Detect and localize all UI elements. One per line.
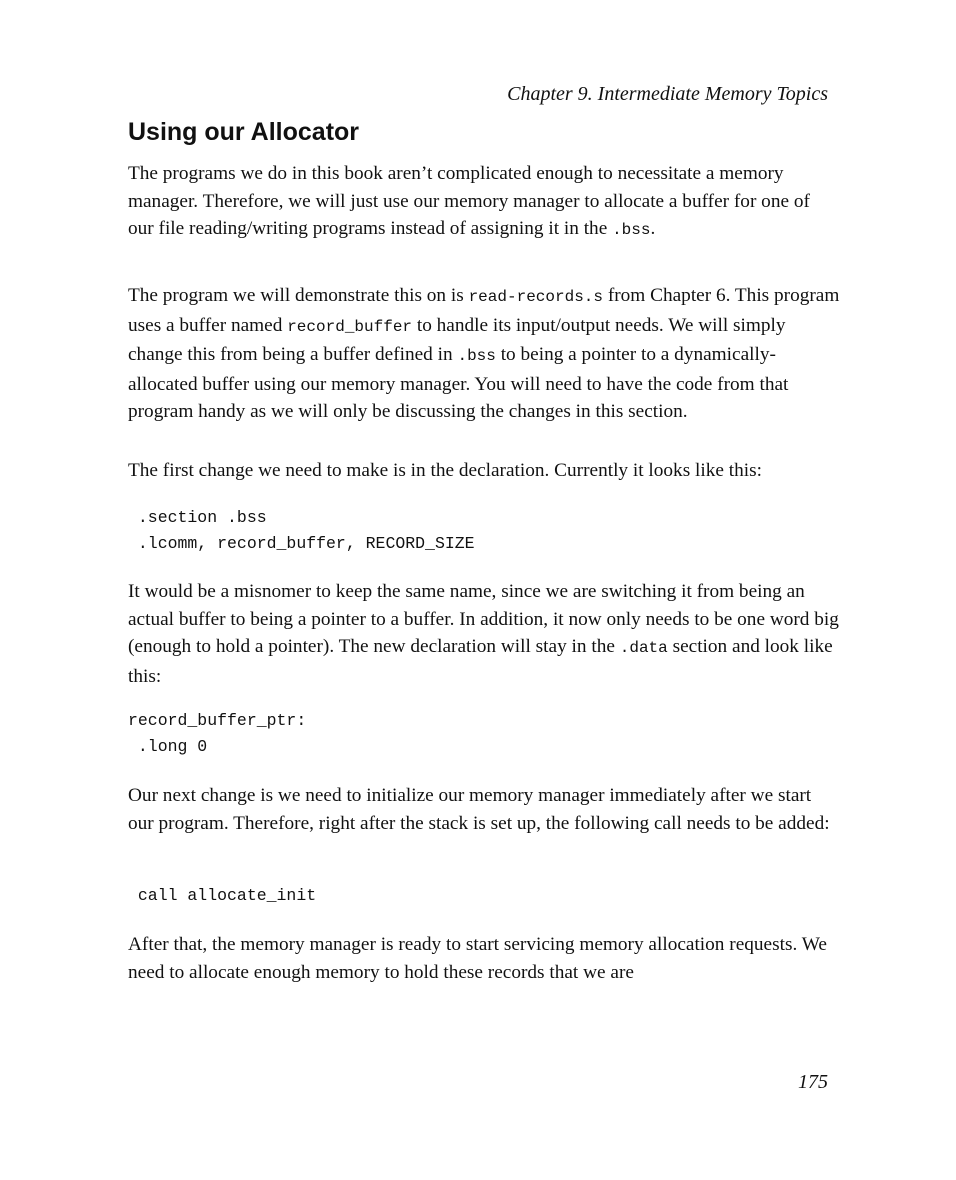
paragraph-misnomer [128,578,840,690]
paragraph-first-change [128,457,840,485]
paragraph-text: The program we will demonstrate this on is [128,285,469,306]
paragraph-text: The programs we do in this book aren’t complicated enough to necessitate a memory manager. Therefore, we will just use our memory manager to allocate a buffer for one of our file reading/writing programs instead of assigning it in the [128,163,810,239]
paragraph-text: from Chapter 6. This program uses a buffer named [128,285,840,336]
page-number: 175 [798,1071,828,1093]
paragraph-text: After that, the memory manager is ready to start servicing memory allocation requests. We need to allocate enough memory to hold these records that we are [128,934,827,983]
code-block-init-call: call allocate_init [128,886,317,905]
paragraph-text: The first change we need to make is in the declaration. Currently it looks like this: [128,460,762,481]
paragraph-program [128,282,840,426]
section-title: Using our Allocator [128,118,360,146]
paragraph-text: to handle its input/output needs. We will simply change this from being a buffer defined in [128,314,786,365]
paragraph-text: . [650,218,656,239]
paragraph-text: to being a pointer to a dynamically-allocated buffer using our memory manager. You will need to have the code from that program handy as we will only be discussing the changes in this section. [128,344,789,422]
code-block-data-declaration: record_buffer_ptr: .long 0 [128,711,307,756]
paragraph-after-that [128,931,840,986]
inline-code: read-records.s [468,288,603,306]
inline-code: record_buffer [287,317,413,336]
paragraph-next-change [128,782,840,837]
inline-code: .data [619,639,668,657]
inline-code: .bss [612,221,651,239]
code-block-bss-declaration: .section .bss .lcomm, record_buffer, RECORD_SIZE [137,508,475,553]
paragraph-text: It would be a misnomer to keep the same name, since we are switching it from being an actual buffer to being a pointer to a buffer. In addition, it now only needs to be one word big (enough to hold a pointer). The new declaration will stay in the [128,581,839,657]
inline-code: .bss [457,347,496,365]
paragraph-text: section and look like this: [128,636,833,687]
running-head: Chapter 9. Intermediate Memory Topics [507,83,828,105]
paragraph-text: Our next change is we need to initialize our memory manager immediately after we start our program. Therefore, right after the stack is set up, the following call needs to be added: [128,785,830,834]
paragraph-intro [128,160,840,245]
